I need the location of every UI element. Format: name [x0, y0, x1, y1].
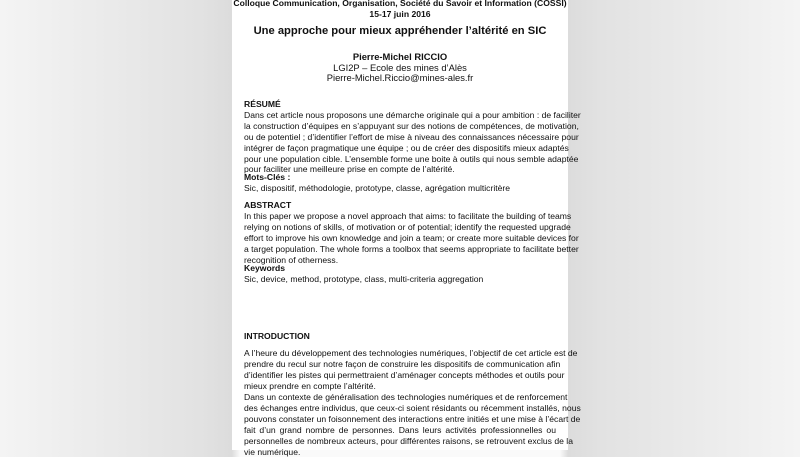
text-line: d’identifier les pistes qui permettraient d’aménager concepts méthodes et outils pour [244, 369, 565, 380]
keywords-text: Sic, device, method, prototype, class, multi-criteria aggregation [244, 273, 484, 284]
text-line: la construction d’équipes en s’appuyant sur des notions de compétences, de motivation, [244, 120, 579, 131]
conference-header [232, 0, 568, 20]
text-line: recognition of otherness. [244, 254, 339, 265]
keywords-section [244, 263, 556, 285]
mots-cles-section [244, 172, 556, 194]
conference-dates: 15-17 juin 2016 [369, 8, 431, 19]
resume-heading: RÉSUMÉ [244, 99, 281, 109]
text-line: A l’heure du développement des technologies numériques, l’objectif de cet article est de [244, 348, 578, 358]
author-email: Pierre-Michel.Riccio@mines-ales.fr [326, 72, 474, 83]
paper-title: Une approche pour mieux appréhender l’altérité en SIC [253, 25, 547, 37]
text-line: relying on notions of skills, of motivation or of potential; identify the requested upgrade [244, 221, 571, 232]
text-line: intégrer de façon pragmatique une équipe ; ou de créer des dispositifs mieux adaptés [244, 142, 569, 153]
text-line: Dans cet article nous proposons une démarche originale qui a pour ambition : de faciliter [244, 109, 581, 120]
text-line: pouvons constater un foisonnement des interactions entre initiés et une mise à l’écart de [244, 413, 581, 424]
text-line: des échanges entre individus, que ceux-ci soient résidants ou récemment installés, nous [244, 402, 581, 413]
abstract-heading: ABSTRACT [244, 200, 292, 210]
keywords-heading: Keywords [244, 263, 286, 273]
text-line: ou de potentiel ; d’identifier l’effort de mise à niveau des connaissances nécessaire pour [244, 131, 579, 142]
text-line: effort to improve his own knowledge and join a team; or create more suitable devices for [244, 232, 579, 243]
text-line: fait d’un grand nombre de personnes. Dans leurs activités professionnelles ou [244, 424, 556, 435]
author-name: Pierre-Michel RICCIO [352, 51, 448, 62]
text-line: pour faciliter une meilleure prise en compte de l’altérité. [244, 164, 455, 175]
document-page [232, 0, 581, 457]
text-line: vie numérique. [244, 446, 301, 457]
introduction-heading: INTRODUCTION [244, 331, 310, 341]
abstract-section [244, 200, 579, 265]
mots-cles-heading: Mots-Clés : [244, 172, 291, 182]
author-affiliation: LGI2P – Ecole des mines d’Alès [333, 61, 467, 73]
conference-name: Colloque Communication, Organisation, Société du Savoir et Information (COSSI) [233, 0, 567, 8]
text-line: a target population. The whole forms a toolbox that seems appropriate to facilitate better [244, 243, 579, 254]
text-line: Dans un contexte de généralisation des technologies numériques et de renforcement [244, 392, 568, 402]
mots-cles-text: Sic, dispositif, méthodologie, prototype, classe, agrégation multicritère [244, 182, 511, 193]
text-line: mieux prendre en compte l’altérité. [244, 380, 376, 391]
introduction-paragraph-2 [244, 392, 581, 457]
introduction-paragraph-1 [244, 348, 578, 392]
author-block [232, 52, 568, 84]
text-line: pour une population cible. L’ensemble forme une boite à outils qui nous semble adaptée [244, 153, 579, 164]
text-line: prendre du recul sur notre façon de construire les dispositifs de communication afin [244, 358, 561, 369]
text-line: In this paper we propose a novel approach that aims: to facilitate the building of teams [244, 210, 572, 221]
resume-section [244, 99, 581, 175]
text-line: personnelles de nombreux acteurs, pour différentes raisons, se retrouvent exclus de la [244, 435, 573, 446]
